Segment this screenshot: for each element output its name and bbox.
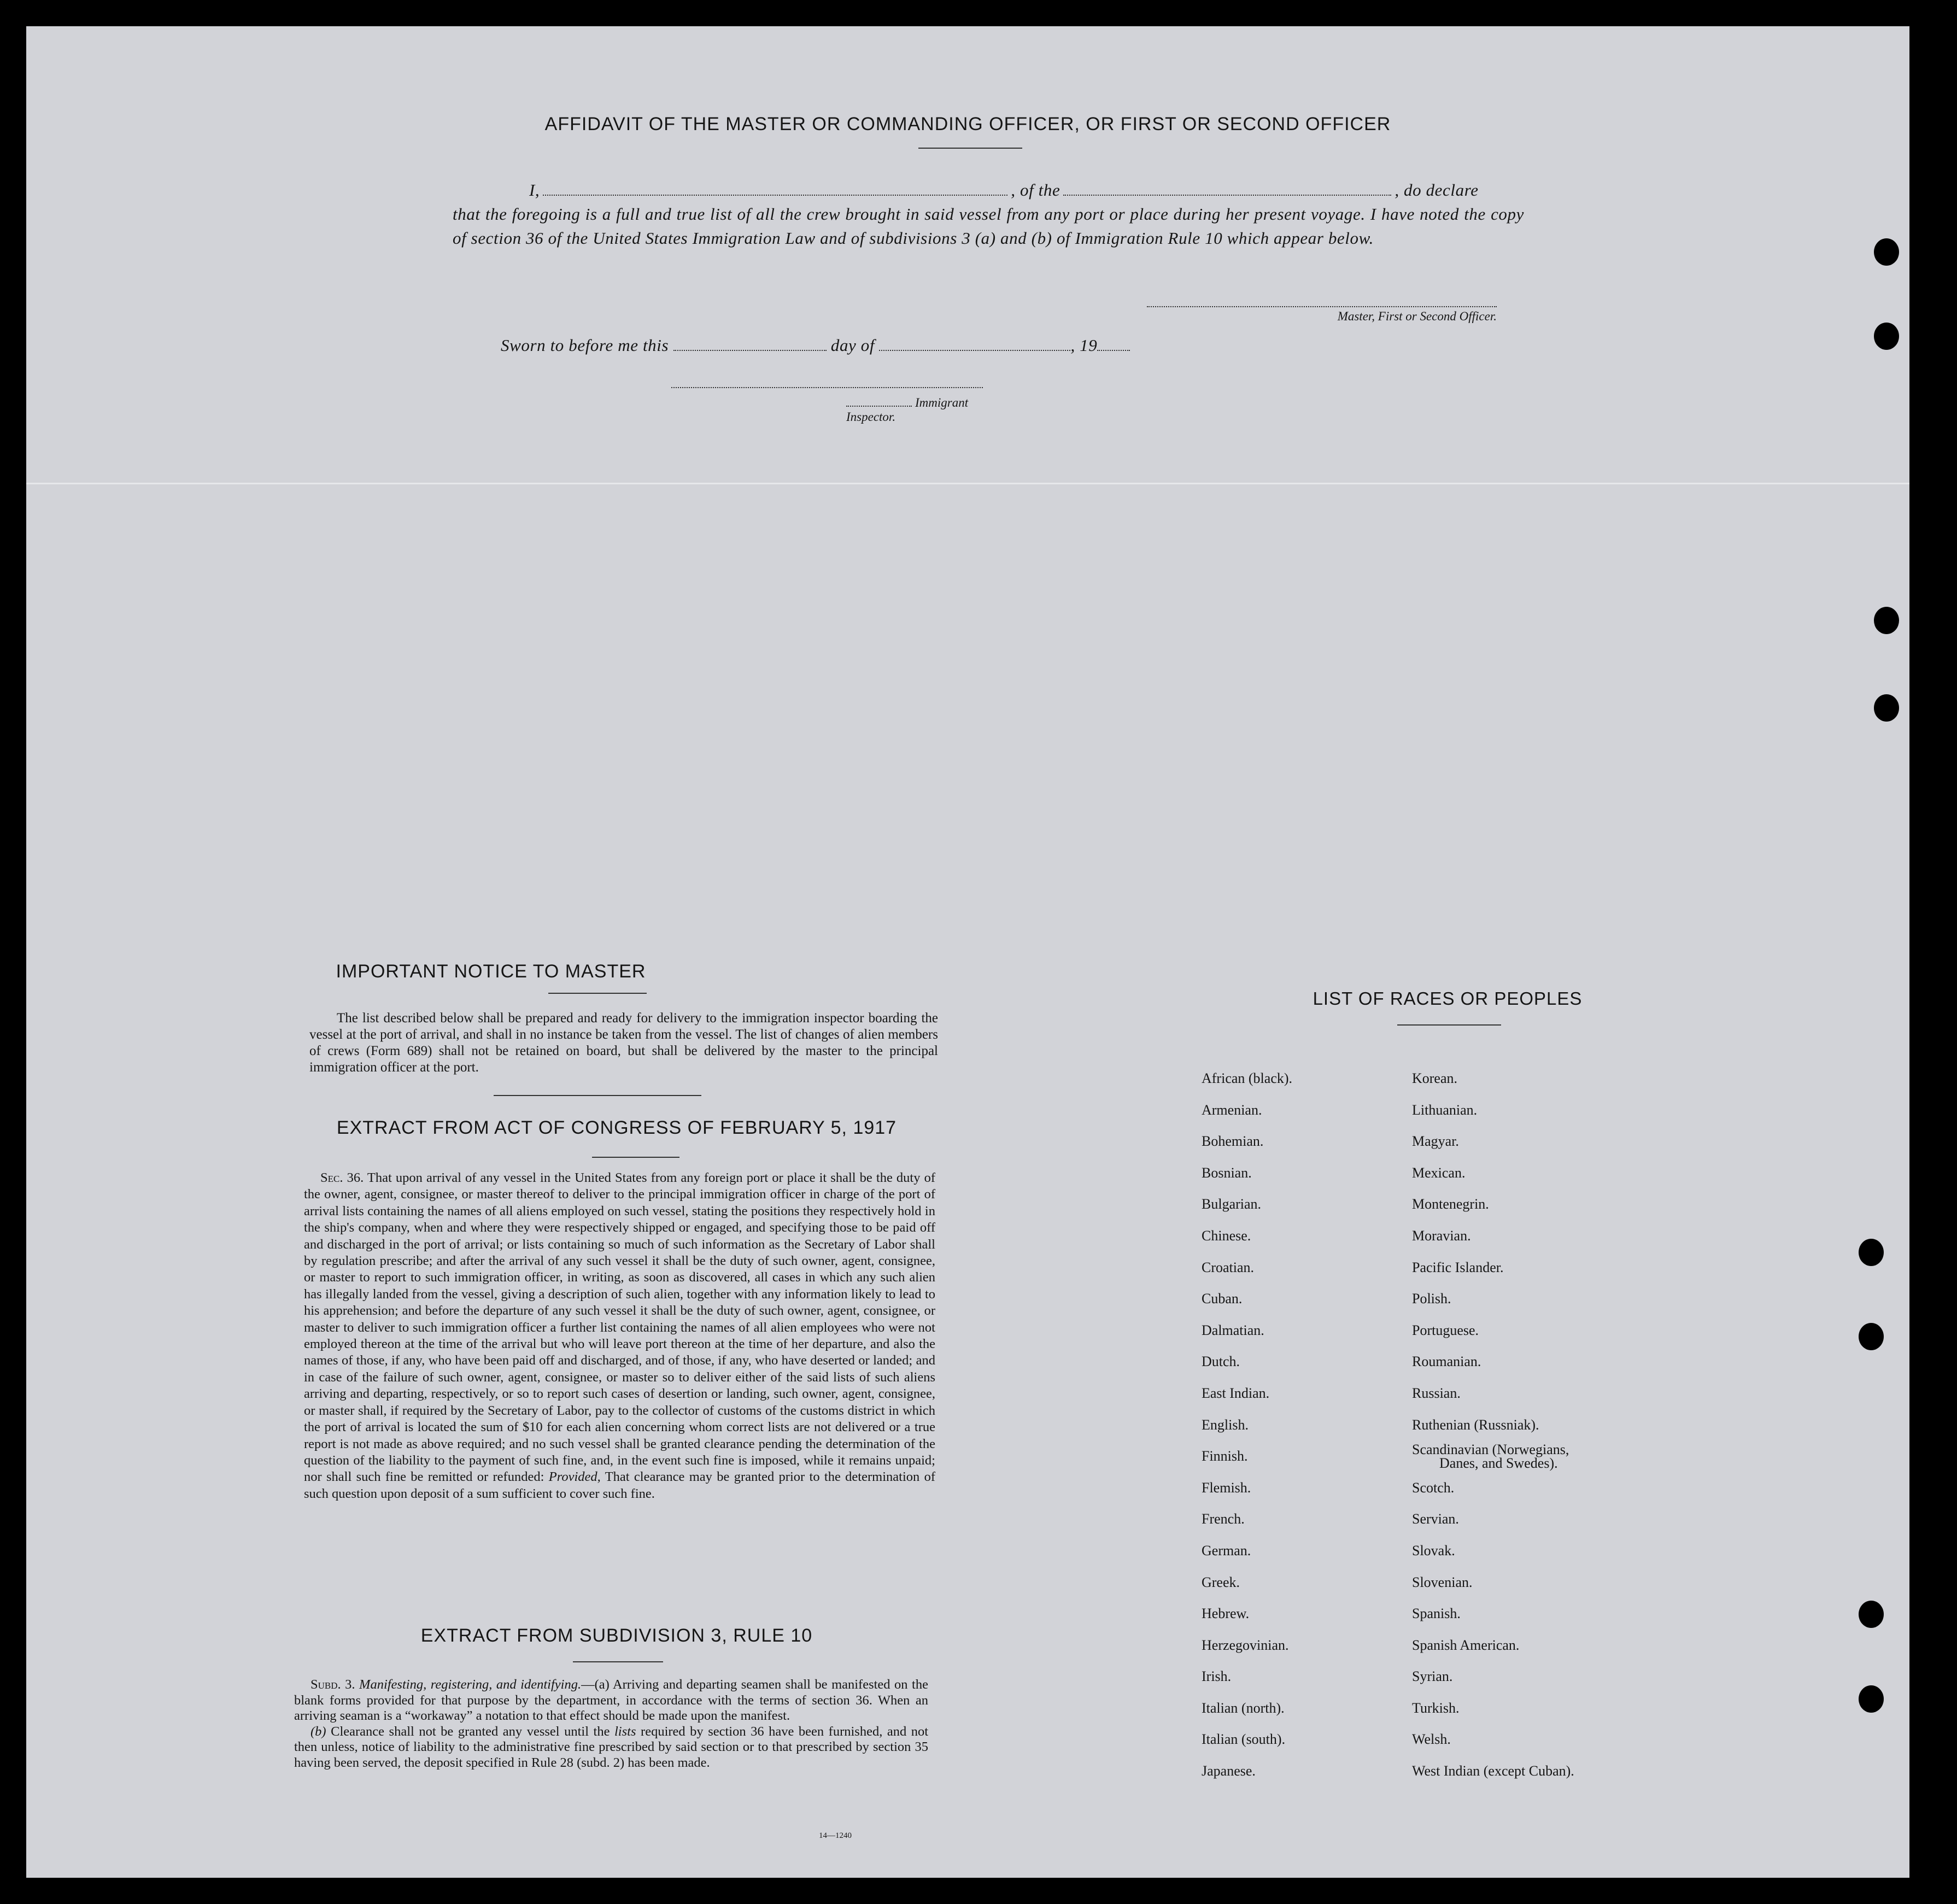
notice-text: The list described below shall be prepared and ready for delivery to the immigration inspector boarding the vessel at the port of arrival, and shall in no instance be taken from the vessel. The list of changes of alien members of crews (Form 689) shall not be retained on board, but shall be delivered by the master to the principal immigration officer at the port.	[309, 1011, 938, 1075]
notice-title: IMPORTANT NOTICE TO MASTER	[336, 961, 646, 982]
declare-label: , do declare	[1394, 180, 1479, 200]
affidavit-title-rule	[918, 148, 1022, 149]
race-item: Japanese.	[1202, 1763, 1256, 1779]
race-item: German.	[1202, 1542, 1251, 1559]
affidavit-first-line	[453, 178, 1524, 202]
rule-extract-title-rule	[573, 1661, 663, 1662]
subdivision-3-part-a	[294, 1677, 928, 1724]
race-item: Welsh.	[1412, 1731, 1451, 1748]
section-36-body-1: That upon arrival of any vessel in the United States from any foreign port or place it shall be the duty of the owner, agent, consignee, or master thereof to deliver to the principal immigration officer in charge of the port of arrival lists containing the names of all aliens employed on such vessel, stating the positions they respectively hold in the ship's company, when and where they were respectively shipped or engaged, and specifying those to be paid off and discharged in the port of arrival; or lists containing so much of such information as the Secretary of Labor shall by regulation prescribe; and after the arrival of any such vessel it shall be the duty of such owner, agent, consignee, or master to report to such immigration officer, in writing, as soon as discovered, all cases in which any such alien has illegally landed from the vessel, giving a description of such alien, together with any information likely to lead to his apprehension; and before the departure of any such vessel it shall be the duty of such owner, agent, consignee, or master to deliver to such immigration officer a further list containing the names of all alien employees who were not employed thereon at the time of the arrival but who will leave port thereon at the time of her departure, and also the names of those, if any, who have been paid off and discharged, and of those, if any, who have deserted or landed; and in case of the failure of such owner, agent, consignee, or master so to deliver either of the said lists of such aliens arriving and departing, respectively, or so to report such cases of desertion or landing, such owner, agent, consignee, or master shall, if required by the Secretary of Labor, pay to the collector of customs of the customs district in which the port of arrival is located the sum of $10 for each alien concerning whom correct lists are not delivered or a true report is not made as above required; and no such vessel shall be granted clearance pending the determination of the question of the liability to the payment of such fine, and, in the event such fine is imposed, while it remains unpaid; nor shall such fine be remitted or refunded:	[304, 1170, 935, 1485]
race-item: Herzegovinian.	[1202, 1637, 1289, 1653]
races-title-rule	[1397, 1024, 1501, 1026]
inspector-label: Immigrant Inspector.	[846, 396, 999, 424]
race-item: Bohemian.	[1202, 1133, 1264, 1150]
race-item: Slovenian.	[1412, 1574, 1473, 1590]
race-item: Greek.	[1202, 1574, 1240, 1590]
race-item-scandinavian	[1412, 1440, 1574, 1472]
part-a-text: Arriving and departing seamen shall be manifested on the blank forms provided for that purpose by the department, in accordance with the terms of section 36. When an arriving seaman is a “workaway” a notation to that effect should be made upon the manifest.	[294, 1677, 928, 1723]
part-a-label: —(a)	[581, 1677, 610, 1692]
year-prefix: , 19	[1070, 336, 1098, 355]
race-item: Armenian.	[1202, 1102, 1262, 1118]
punch-hole	[1859, 1685, 1884, 1713]
sworn-label: Sworn to before me this	[501, 336, 669, 355]
race-item: East Indian.	[1202, 1385, 1270, 1401]
race-item-line2: Danes, and Swedes).	[1439, 1455, 1558, 1472]
section-36-label: Sec. 36.	[320, 1170, 364, 1185]
document-page	[26, 26, 1909, 1878]
i-label: I,	[529, 180, 540, 200]
subdivision-3-text	[294, 1677, 928, 1771]
form-number: 14—1240	[819, 1831, 852, 1840]
race-item: Turkish.	[1412, 1700, 1460, 1716]
vessel-blank[interactable]	[1063, 191, 1391, 196]
race-item: Lithuanian.	[1412, 1102, 1478, 1118]
race-item: Bosnian.	[1202, 1164, 1252, 1181]
affidavit-title: AFFIDAVIT OF THE MASTER OR COMMANDING OFFICER, OR FIRST OR SECOND OFFICER	[544, 114, 1391, 134]
punch-hole	[1859, 1601, 1884, 1628]
race-item: Polish.	[1412, 1291, 1451, 1307]
name-blank[interactable]	[543, 191, 1007, 196]
race-item: Dutch.	[1202, 1354, 1240, 1370]
race-item: Servian.	[1412, 1511, 1459, 1527]
of-the-label: , of the	[1011, 180, 1060, 200]
act-extract-title: EXTRACT FROM ACT OF CONGRESS OF FEBRUARY 5, 1917	[336, 1117, 897, 1138]
race-item: Roumanian.	[1412, 1354, 1481, 1370]
race-item: French.	[1202, 1511, 1245, 1527]
race-item: Dalmatian.	[1202, 1322, 1264, 1338]
race-item: Hebrew.	[1202, 1606, 1250, 1622]
inspector-signature-block	[671, 387, 999, 424]
race-item: Montenegrin.	[1412, 1196, 1489, 1212]
race-item: Korean.	[1412, 1070, 1458, 1086]
race-item: Irish.	[1202, 1668, 1232, 1685]
part-b-text-1: Clearance shall not be granted any vessel until the	[331, 1724, 610, 1739]
race-item: Pacific Islander.	[1412, 1259, 1504, 1275]
race-item: English.	[1202, 1416, 1249, 1433]
race-item: Scotch.	[1412, 1479, 1455, 1496]
punch-hole	[1874, 238, 1899, 266]
section-36-text	[304, 1170, 935, 1502]
day-of-label: day of	[830, 336, 875, 355]
race-item: Moravian.	[1412, 1227, 1471, 1244]
subd-label: Subd. 3.	[310, 1677, 355, 1692]
punch-hole	[1874, 694, 1899, 722]
affidavit-statement: that the foregoing is a full and true list of all the crew brought in said vessel from any port or place during her present voyage. I have noted the copy of section 36 of the United States Immigration Law and of subdivisions 3 (a) and (b) of Immigration Rule 10 which appear below.	[453, 204, 1524, 248]
notice-divider	[494, 1095, 701, 1096]
race-item: Italian (north).	[1202, 1700, 1285, 1716]
part-b-lists: lists	[614, 1724, 636, 1739]
master-signature-label[interactable]: Master, First or Second Officer.	[1147, 306, 1497, 324]
punch-hole	[1859, 1239, 1884, 1266]
punch-hole	[1874, 607, 1899, 634]
sworn-month-blank[interactable]	[879, 347, 1070, 351]
sworn-line	[501, 336, 1130, 355]
race-item: Finnish.	[1202, 1448, 1248, 1464]
part-b-text-2: required by section 36 have been furnished, and not then unless, notice of liability to the administrative fine prescribed by said section or to that prescribed by section 35 having been served, the deposit specified in Rule 28 (subd. 2) has been made.	[294, 1724, 929, 1770]
fold-line	[26, 483, 1909, 484]
race-item: Croatian.	[1202, 1259, 1255, 1275]
inspector-signature-line[interactable]	[671, 387, 983, 388]
race-item: Mexican.	[1412, 1164, 1466, 1181]
race-item: Cuban.	[1202, 1291, 1243, 1307]
race-item: Ruthenian (Russniak).	[1412, 1416, 1539, 1433]
race-item-line1: Scandinavian (Norwegians,	[1412, 1442, 1569, 1458]
provided-label: Provided,	[548, 1469, 601, 1485]
race-item: Syrian.	[1412, 1668, 1453, 1685]
race-item: Chinese.	[1202, 1227, 1251, 1244]
sworn-day-blank[interactable]	[673, 347, 827, 351]
section-36-body-2: That clearance may be granted prior to the determination of such question upon deposit of a sum sufficient to cover such fine.	[304, 1469, 936, 1501]
master-signature-block	[1147, 306, 1497, 324]
act-extract-title-rule	[592, 1157, 679, 1158]
sworn-year-blank[interactable]	[1097, 347, 1130, 351]
subdivision-3-part-b	[294, 1724, 928, 1771]
race-item: African (black).	[1202, 1070, 1293, 1086]
affidavit-statement-block	[453, 178, 1524, 250]
race-item: Bulgarian.	[1202, 1196, 1262, 1212]
part-b-label: (b)	[310, 1724, 326, 1739]
race-item: Flemish.	[1202, 1479, 1251, 1496]
race-item: Russian.	[1412, 1385, 1461, 1401]
race-item: West Indian (except Cuban).	[1412, 1763, 1574, 1779]
punch-hole	[1874, 323, 1899, 350]
rule-extract-title: EXTRACT FROM SUBDIVISION 3, RULE 10	[420, 1625, 813, 1646]
races-column-1	[1202, 1063, 1292, 1787]
punch-hole	[1859, 1323, 1884, 1350]
race-item: Slovak.	[1412, 1542, 1455, 1559]
notice-title-rule	[548, 993, 647, 994]
race-item: Magyar.	[1412, 1133, 1459, 1150]
race-item: Italian (south).	[1202, 1731, 1286, 1748]
race-item: Portuguese.	[1412, 1322, 1479, 1338]
races-column-2	[1412, 1063, 1574, 1787]
subd-heading: Manifesting, registering, and identifying.	[359, 1677, 582, 1692]
races-title: LIST OF RACES OR PEOPLES	[1313, 988, 1583, 1009]
race-item: Spanish.	[1412, 1606, 1461, 1622]
race-item: Spanish American.	[1412, 1637, 1520, 1653]
